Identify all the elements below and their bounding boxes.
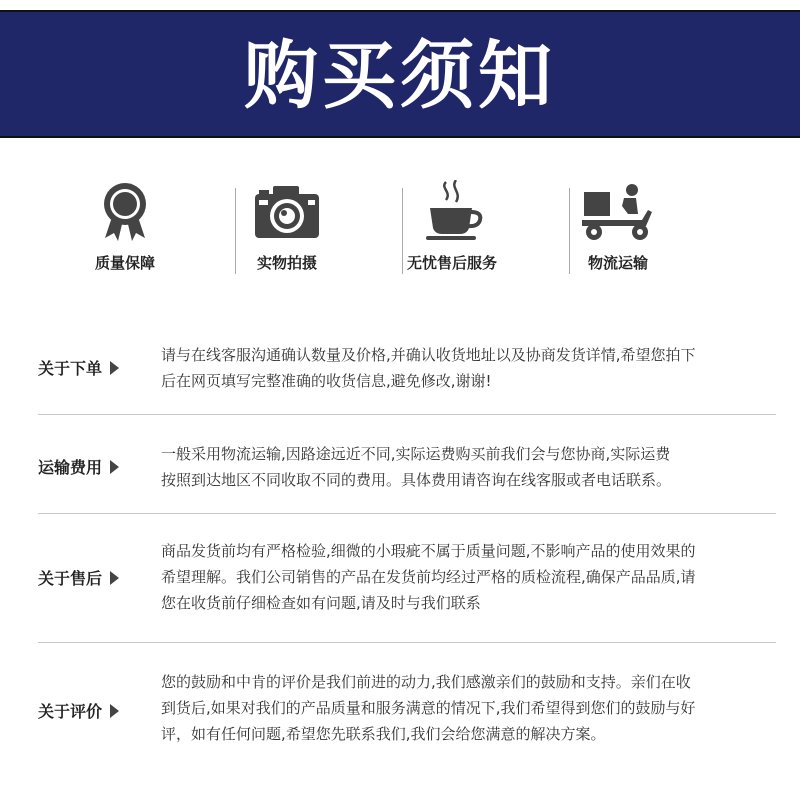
section-shipping: [38, 415, 776, 514]
section-title: 运输费用: [38, 455, 119, 478]
section-body: 请与在线客服沟通确认数量及价格,并确认收货地址以及协商发货详情,希望您拍下 后在网页填写完整准确的收货信息,避免修改,谢谢!: [161, 346, 696, 390]
feature-label: 实物拍摄: [256, 254, 317, 272]
delivery-scooter-icon: [578, 180, 658, 242]
feature-logistics: [543, 180, 693, 280]
feature-label: 物流运输: [587, 254, 648, 272]
section-body: 一般采用物流运输,因路途远近不同,实际运费购买前我们会与您协商,实际运费 按照到达地区不同收取不同的费用。具体费用请咨询在线客服或者电话联系。: [161, 445, 672, 489]
section-order: [38, 322, 776, 415]
section-review: [38, 643, 776, 763]
arrow-right-icon: [110, 571, 119, 585]
section-body: 您的鼓励和中肯的评价是我们前进的动力,我们感激亲们的鼓励和支持。亲们在收 到货后,如果对我们的产品质量和服务满意的情况下,我们希望得到您们的鼓励与好 评，如有任何问题,希望您先联系我们,我们会给您满意的解决方案。: [161, 673, 696, 743]
camera-icon: [247, 180, 327, 242]
arrow-right-icon: [110, 361, 119, 375]
section-title: 关于下单: [38, 356, 119, 379]
coffee-cup-icon: [412, 180, 492, 242]
feature-label: 无忧售后服务: [406, 254, 497, 272]
feature-label: 质量保障: [94, 254, 155, 272]
feature-quality: [50, 180, 200, 280]
section-title: 关于评价: [38, 699, 119, 722]
feature-photo: [212, 180, 362, 280]
section-body: 商品发货前均有严格检验,细微的小瑕疵不属于质量问题,不影响产品的使用效果的 希望理解。我们公司销售的产品在发货前均经过严格的质检流程,确保产品品质,请 您在收货前仔细检查如有问题,请及时与我们联系: [161, 542, 696, 612]
feature-after-sales: [377, 180, 527, 280]
section-title: 关于售后: [38, 566, 119, 589]
feature-strip: [94, 180, 740, 280]
quality-badge-icon: [85, 180, 165, 242]
page-title: 购买须知: [244, 33, 556, 119]
notice-sections: [38, 322, 776, 763]
arrow-right-icon: [110, 460, 119, 474]
arrow-right-icon: [110, 704, 119, 718]
header-banner: [0, 10, 800, 138]
section-after-sales: [38, 514, 776, 643]
